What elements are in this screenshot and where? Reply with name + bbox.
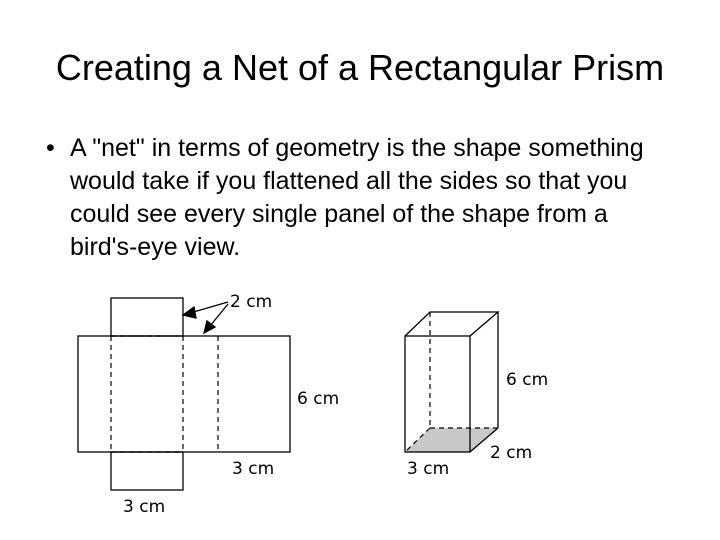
net-label-3cm-right: 3 cm — [232, 459, 275, 479]
slide-title: Creating a Net of a Rectangular Prism — [55, 47, 665, 88]
bullet-text: A "net" in terms of geometry is the shape something would take if you flattened all the sides so that you could see every single panel of the shape from a bird's-eye view. — [70, 134, 644, 261]
net-label-3cm-bottom: 3 cm — [123, 497, 166, 517]
prism-label-6cm: 6 cm — [506, 370, 549, 390]
net-label-6cm: 6 cm — [297, 389, 340, 409]
prism-label-2cm: 2 cm — [490, 443, 533, 463]
prism-label-3cm: 3 cm — [407, 459, 450, 479]
bullet-marker: • — [46, 134, 55, 162]
prism-top-face — [405, 312, 498, 336]
net-label-2cm: 2 cm — [230, 292, 273, 312]
